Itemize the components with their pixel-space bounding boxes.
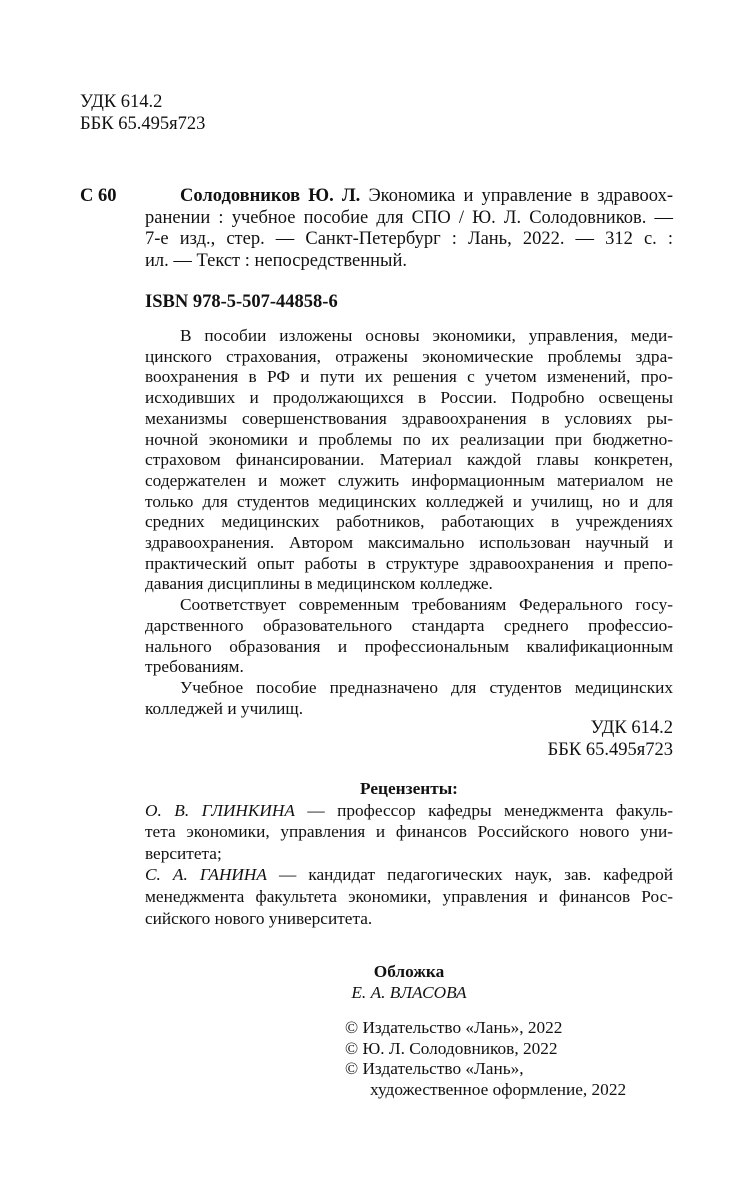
annotation-line: только для студентов медицинских колледжей и училищ, но и для bbox=[145, 491, 673, 511]
annotation-line: механизмы совершенствования здравоохранения в условиях ры- bbox=[145, 408, 673, 428]
reviewer-name: С. А. ГАНИНА bbox=[145, 865, 267, 885]
author-code: С 60 bbox=[80, 186, 117, 206]
entry-line: ил. — Текст : непосредственный. bbox=[145, 250, 407, 271]
copyright-line: художественное оформление, 2022 bbox=[370, 1079, 627, 1099]
reviewer-text: — профессор кафедры менеджмента факуль- bbox=[307, 800, 674, 820]
reviewer-line: сийского нового университета. bbox=[145, 908, 373, 928]
udk-code: УДК 614.2 bbox=[590, 718, 673, 738]
annotation-line: здравоохранения. Автором максимально использован научный и bbox=[145, 533, 673, 553]
entry-line-text: Экономика и управление в здравоох- bbox=[368, 186, 674, 206]
annotation-line: Учебное пособие предназначено для студентов медицинских bbox=[180, 677, 673, 697]
cover-credit bbox=[145, 962, 673, 1003]
classification-bottom bbox=[445, 718, 673, 761]
author-mark bbox=[80, 186, 117, 208]
annotation-line: В пособии изложены основы экономики, управления, меди- bbox=[180, 326, 673, 345]
isbn bbox=[145, 292, 338, 314]
udk-code: УДК 614.2 bbox=[80, 92, 163, 112]
annotation-line: Соответствует современным требованиям Федерального госу- bbox=[180, 595, 673, 615]
bbk-code: ББК 65.495я723 bbox=[80, 113, 206, 134]
copyright-line: © Ю. Л. Солодовников, 2022 bbox=[345, 1038, 558, 1058]
annotation-line: давания дисциплины в медицинском колледже. bbox=[145, 574, 493, 594]
annotation-line: страховом финансировании. Материал каждой главы конкретен, bbox=[145, 450, 673, 470]
reviewer-text: — кандидат педагогических наук, зав. кафедрой bbox=[279, 865, 673, 885]
reviewer-line: верситета; bbox=[145, 843, 222, 863]
reviewers-heading bbox=[145, 778, 673, 800]
entry-line: ранении : учебное пособие для СПО / Ю. Л. Солодовников. — bbox=[145, 207, 673, 228]
cover-heading: Обложка bbox=[373, 962, 445, 981]
cover-designer: Е. А. ВЛАСОВА bbox=[351, 982, 467, 1002]
copyright-block bbox=[345, 1018, 626, 1100]
reviewer-line: тета экономики, управления и финансов Российского нового уни- bbox=[145, 822, 673, 842]
reviewers-heading-text: Рецензенты: bbox=[360, 779, 458, 798]
annotation-line: ночной экономики и проблемы по их реализации при бюджетно- bbox=[145, 429, 673, 449]
annotation bbox=[145, 326, 673, 719]
entry-author: Солодовников Ю. Л. bbox=[180, 186, 361, 206]
entry-line bbox=[145, 186, 673, 208]
classification-top bbox=[80, 92, 205, 135]
copyright-line: © Издательство «Лань», bbox=[345, 1059, 524, 1078]
annotation-line: дарственного образовательного стандарта среднего профессио- bbox=[145, 615, 673, 635]
annotation-line: средних медицинских работников, работающих в учреждениях bbox=[145, 512, 673, 532]
annotation-line: воохранения в РФ и пути их решения с учетом изменений, про- bbox=[145, 367, 673, 387]
annotation-line: цинского страхования, отражены экономические проблемы здра- bbox=[145, 346, 673, 366]
reviewer-name: О. В. ГЛИНКИНА bbox=[145, 800, 295, 820]
bibliographic-entry bbox=[145, 186, 673, 272]
reviewer-line bbox=[145, 864, 673, 886]
reviewer-line: менеджмента факультета экономики, управления и финансов Рос- bbox=[145, 886, 673, 906]
reviewers bbox=[145, 778, 673, 929]
annotation-line: содержателен и может служить информационным материалом не bbox=[145, 470, 673, 490]
reviewer-line bbox=[145, 800, 673, 822]
isbn-text: ISBN 978-5-507-44858-6 bbox=[145, 292, 338, 312]
annotation-line: нального образования и профессиональным квалификационным bbox=[145, 636, 673, 656]
copyright-line: © Издательство «Лань», 2022 bbox=[345, 1018, 563, 1037]
annotation-line: исходивших и продолжающихся в России. Подробно освещены bbox=[145, 388, 673, 408]
annotation-line: требованиям. bbox=[145, 657, 244, 677]
bbk-code: ББК 65.495я723 bbox=[547, 739, 673, 760]
annotation-line: колледжей и училищ. bbox=[145, 698, 304, 718]
annotation-line: практический опыт работы в структуре здравоохранения и препо- bbox=[145, 553, 673, 573]
entry-line: 7-е изд., стер. — Санкт-Петербург : Лань, 2022. — 312 с. : bbox=[145, 229, 673, 249]
